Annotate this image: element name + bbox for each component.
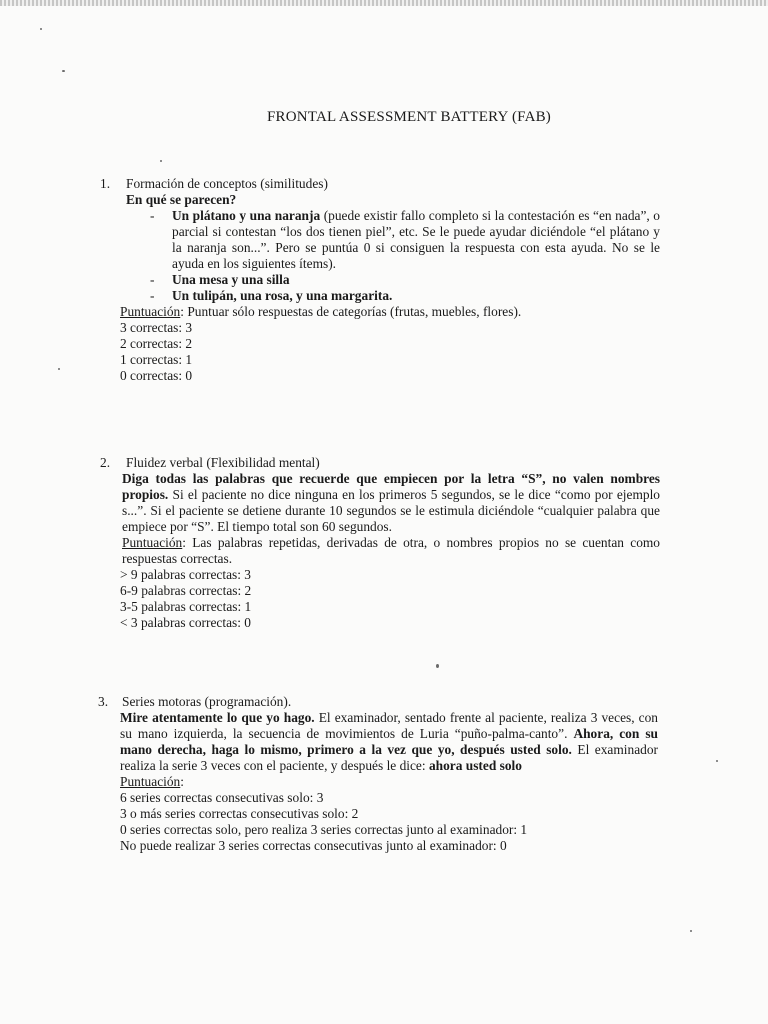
section-2: [100, 455, 660, 631]
scoring-label: Puntuación: [120, 304, 181, 319]
list-item: [150, 288, 660, 304]
scoring-text: :: [180, 774, 184, 789]
section-2-heading-row: [100, 455, 660, 471]
scoring-label: Puntuación: [122, 535, 183, 550]
instruction-text: El examinador realiza la serie 3 veces con el paciente, y después le dice:: [120, 742, 658, 773]
scoring-label: Puntuación: [120, 774, 181, 789]
section-3: [98, 694, 658, 854]
instruction-text: Si el paciente no dice ninguna en los primeros 5 segundos, se le dice “como por ejemplo s...”. Si el paciente se detiene durante 10 segundos se le estimula diciéndole “cualquier palabra que empiece por “S”. El tiempo total son 60 segundos.: [122, 487, 660, 534]
section-1-items: [126, 208, 660, 304]
section-1-score-list: [100, 320, 660, 384]
section-2-score-list: [100, 567, 660, 631]
item-text: [172, 208, 660, 272]
score-line: 1 correctas: 1: [120, 352, 193, 367]
instruction-bold-text: ahora usted solo: [428, 758, 522, 773]
scan-speck: [58, 368, 60, 370]
section-2-scoring: [100, 535, 660, 567]
section-3-heading: Series motoras (programación).: [122, 694, 292, 709]
score-line: < 3 palabras correctas: 0: [120, 615, 251, 630]
section-1-heading: Formación de conceptos (similitudes): [126, 176, 328, 191]
section-1-question: En qué se parecen?: [126, 192, 237, 207]
dash-bullet: -: [150, 272, 155, 287]
dash-bullet: -: [150, 208, 155, 223]
score-line: 2 correctas: 2: [120, 336, 193, 351]
scan-edge-noise: [0, 0, 768, 6]
score-line: 3 correctas: 3: [120, 320, 193, 335]
score-line: 6 series correctas consecutivas solo: 3: [120, 790, 324, 805]
item-bold-text: Un plátano y una naranja: [172, 208, 321, 223]
score-line: > 9 palabras correctas: 3: [120, 567, 251, 582]
dash-bullet: -: [150, 288, 155, 303]
instruction-bold-text: Ahora, con su mano derecha, haga lo mismo, primero a la vez que yo, después usted solo.: [120, 726, 658, 757]
score-line: 0 correctas: 0: [120, 368, 193, 383]
item-detail-text: (puede existir fallo completo si la contestación es “en nada”, o parcial si contestan “los dos tienen piel”, etc. Se le puede ayudar diciéndole “el plátano y la naranja son...”. Pero se puntúa 0 si consiguen la respuesta con esta ayuda. No se le ayuda en los siguientes ítems).: [172, 208, 660, 271]
scan-speck: [690, 930, 692, 932]
section-3-body: [98, 710, 658, 774]
section-2-number: 2.: [100, 455, 111, 470]
document-title: FRONTAL ASSESSMENT BATTERY (FAB): [267, 109, 551, 125]
scan-speck: [160, 160, 162, 162]
section-3-heading-row: [98, 694, 658, 710]
scoring-text: : Las palabras repetidas, derivadas de otra, o nombres propios no se cuentan como respuestas correctas.: [122, 535, 660, 566]
instruction-bold-text: Diga todas las palabras que recuerde que empiecen por la letra “S”, no valen nombres propios.: [122, 471, 660, 502]
section-3-score-list: [98, 790, 658, 854]
scan-speck: [62, 70, 65, 72]
section-1-body: [100, 192, 660, 304]
score-line: 3-5 palabras correctas: 1: [120, 599, 252, 614]
section-1-scoring: [120, 304, 660, 320]
item-bold-text: Una mesa y una silla: [172, 272, 290, 287]
score-line: 0 series correctas solo, pero realiza 3 series correctas junto al examinador: 1: [120, 822, 528, 837]
section-1: [100, 176, 660, 384]
section-1-heading-row: [100, 176, 660, 192]
score-line: 6-9 palabras correctas: 2: [120, 583, 252, 598]
section-3-number: 3.: [98, 694, 109, 709]
scoring-text: : Puntuar sólo respuestas de categorías (frutas, muebles, flores).: [180, 304, 522, 319]
scan-speck: [436, 664, 439, 668]
list-item: [150, 208, 660, 272]
score-line: 3 o más series correctas consecutivas solo: 2: [120, 806, 359, 821]
instruction-bold-text: Mire atentamente lo que yo hago.: [120, 710, 315, 725]
item-bold-text: Un tulipán, una rosa, y una margarita.: [172, 288, 393, 303]
section-1-number: 1.: [100, 176, 111, 191]
scan-speck: [716, 760, 718, 762]
section-3-scoring: [98, 774, 658, 790]
list-item: [150, 272, 660, 288]
section-2-heading: Fluidez verbal (Flexibilidad mental): [126, 455, 320, 470]
scan-speck: [40, 28, 42, 30]
instruction-text: El examinador, sentado frente al paciente, realiza 3 veces, con su mano izquierda, la secuencia de movimientos de Luria “puño-palma-canto”.: [120, 710, 658, 741]
score-line: No puede realizar 3 series correctas consecutivas junto al examinador: 0: [120, 838, 507, 853]
section-2-body: [100, 471, 660, 535]
